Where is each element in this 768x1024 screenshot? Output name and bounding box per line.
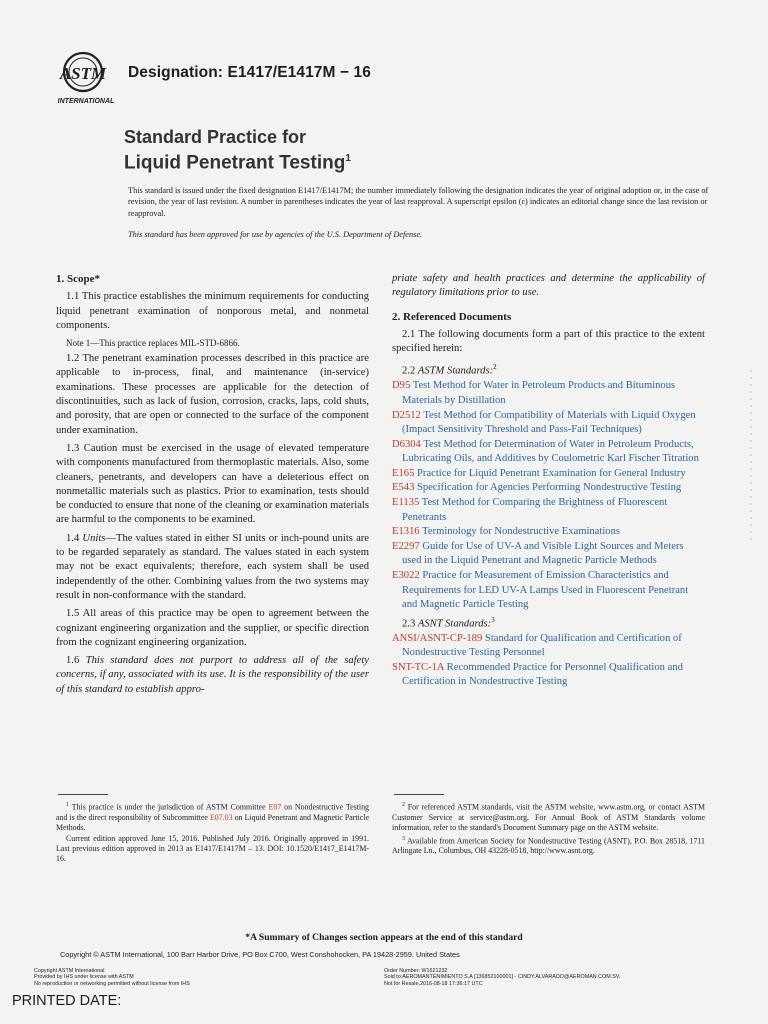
reference-e1316[interactable]: E1316 Terminology for Nondestructive Examinations	[392, 526, 620, 538]
note-1: Note 1—This practice replaces MIL-STD-6866.	[66, 338, 240, 349]
right-column	[392, 272, 705, 690]
subcommittee-e07-03-link[interactable]: E07.03	[209, 812, 233, 822]
footnote-rule-left	[58, 794, 108, 795]
reference-e3022[interactable]: E3022 Practice for Measurement of Emission Characteristics and Requirements for LED UV-A Lamps Used in Fluorescent Penetrant and Magnetic Particle Testing	[392, 570, 689, 611]
reference-asnt-cp-189[interactable]: ANSI/ASNT-CP-189 Standard for Qualification and Certification of Nondestructive Testing Personnel	[392, 632, 682, 659]
section-1-6-continued: priate safety and health practices and determine the applicability of regulatory limitations prior to use.	[392, 273, 705, 299]
section-2-2-label: 2.2 ASTM Standards:$^2$	[402, 363, 497, 378]
section-2-3-label: 2.3 ASNT Standards:$^3$	[402, 615, 495, 630]
footnote-1: $^1$ This practice is under the jurisdiction of ASTM Committee E07 on Nondestructive Testing and is the direct responsibility of Subcommittee E07.03 on Liquid Penetrant and Magnetic Particle Methods. Current edition approved June 15, 2016. Published July 2016. Originally approved in 1991. Last previous edition approved in 2013 as E1417/E1417M – 13. DOI: 10.1520/E1417_E1417M-16.	[56, 802, 370, 864]
section-1-1: 1.1 This practice establishes the minimum requirements for conducting liquid penetrant examination of nonporous metal, and nonmetal components.	[56, 291, 369, 331]
copyright-line: Copyright © ASTM International, 100 Barr Harbor Drive, PO Box C700, West Conshohocken, PA 19428-2959. United States	[60, 950, 460, 959]
section-2-1: 2.1 The following documents form a part of this practice to the extent specified herein:	[392, 328, 705, 355]
footnote-1-edition: Current edition approved June 15, 2016. Published July 2016. Originally approved in 1991. Last previous edition approved in 2013 as E1417/E1417M – 13. DOI: 10.1520/E1417_E1417M-16.	[56, 833, 369, 864]
reference-e165[interactable]: E165 Practice for Liquid Penetrant Examination for General Industry	[392, 467, 686, 479]
section-1-5: 1.5 All areas of this practice may be open to agreement between the cognizant engineering organization and the supplier, or specific direction from the cognizant engineering organization.	[56, 608, 369, 648]
reference-d6304[interactable]: D6304 Test Method for Determination of Water in Petroleum Products, Lubricating Oils, and Additives by Coulometric Karl Fischer Titration	[392, 438, 699, 465]
title-line-1: Standard Practice for	[124, 127, 307, 147]
logo-subtext: INTERNATIONAL	[57, 98, 115, 105]
section-1-6: 1.6 This standard does not purport to address all of the safety concerns, if any, associated with its use. It is the responsibility of the user of this standard to establish appro-	[56, 655, 370, 695]
section-1-3: 1.3 Caution must be exercised in the usage of elevated temperature with components manufactured from thermoplastic materials. Also, some cleaners, penetrants, and developers can have a deleterious effect on nonmetallic materials such as plastics. Prior to examination, tests should be conducted to ensure that none of the cleaning or examination materials are harmful to the components to be examined.	[56, 442, 369, 526]
reference-e543[interactable]: E543 Specification for Agencies Performing Nondestructive Testing	[392, 482, 682, 494]
reference-snt-tc-1a[interactable]: SNT-TC-1A Recommended Practice for Personnel Qualification and Certification in Nondestructive Testing	[392, 661, 683, 688]
logo-letters: ASTM	[59, 64, 107, 83]
margin-change-marks	[748, 370, 754, 540]
reference-e2297[interactable]: E2297 Guide for Use of UV-A and Visible Light Sources and Meters used in the Liquid Penetrant and Magnetic Particle Methods	[392, 540, 684, 567]
designation: Designation: E1417/E1417M − 16	[128, 64, 371, 81]
document-title	[124, 127, 351, 173]
title-line-2: Liquid Penetrant Testing$^1$	[124, 152, 351, 174]
dod-approval-note: This standard has been approved for use by agencies of the U.S. Department of Defense.	[128, 230, 423, 239]
footnote-3: $^3$ Available from American Society for Nondestructive Testing (ASNT), P.O. Box 28518, 1711 Arlingate Ln., Columbus, OH 43228-0518, http://www.asnt.org.	[392, 835, 705, 856]
license-block-left: Copyright ASTM International Provided by IHS under license with ASTM No reproduction or networking permitted without license from IHS	[34, 968, 190, 987]
printed-date-label: PRINTED DATE:	[12, 993, 122, 1009]
issuance-statement: This standard is issued under the fixed designation E1417/E1417M; the number immediately following the designation indicates the year of original adoption or, in the case of revision, the year of last revision. A number in parentheses indicates the year of last reapproval. A superscript epsilon (ε) indicates an editorial change since the last revision or reapproval.	[128, 186, 709, 218]
footnotes-right	[392, 800, 705, 857]
reference-d2512[interactable]: D2512 Test Method for Compatibility of Materials with Liquid Oxygen (Impact Sensitivity Threshold and Pass-Fail Techniques)	[392, 409, 696, 436]
footnote-2: $^2$ For referenced ASTM standards, visit the ASTM website, www.astm.org, or contact ASTM Customer Service at service@astm.org. For Annual Book of ASTM Standards volume information, refer to the standard's Document Summary page on the ASTM website.	[392, 802, 705, 833]
left-column	[56, 272, 369, 697]
summary-of-changes-note: *A Summary of Changes section appears at the end of this standard	[245, 932, 523, 943]
title-footnote-marker: 1	[345, 153, 351, 164]
license-block-right: Order Number: W1621232 Sold to:AEROMANTENIMIENTO S.A [136852100001] - CINDY.ALVARADO@AEROMAN.COM.SV, Not for Resale,2016-08-18 17:36:17 UTC	[384, 968, 621, 987]
section-1-2: 1.2 The penetrant examination processes described in this practice are applicable to in-process, final, and maintenance (in-service) examinations. These processes are applicable for the detection of discontinuities, such as lack of fusion, corrosion, cracks, laps, cold shuts, and porosity, that are open or connected to the surface of the component under examination.	[56, 353, 369, 436]
astm-logo	[56, 50, 122, 108]
section-1-4: 1.4 Units—The values stated in either SI units or inch-pound units are to be regarded separately as standard. The values stated in each system may not be exact equivalents; therefore, each system shall be used independently of the other. Combining values from the two systems may result in non-conformance with the standard.	[56, 532, 369, 601]
scope-heading: 1. Scope*	[56, 273, 100, 285]
committee-e07-link[interactable]: E07	[268, 802, 282, 812]
reference-d95[interactable]: D95 Test Method for Water in Petroleum Products and Bituminous Materials by Distillation	[392, 380, 676, 406]
footnote-rule-right	[394, 794, 444, 795]
reference-e1135[interactable]: E1135 Test Method for Comparing the Brightness of Fluorescent Penetrants	[392, 497, 668, 523]
referenced-documents-heading: 2. Referenced Documents	[392, 310, 512, 323]
